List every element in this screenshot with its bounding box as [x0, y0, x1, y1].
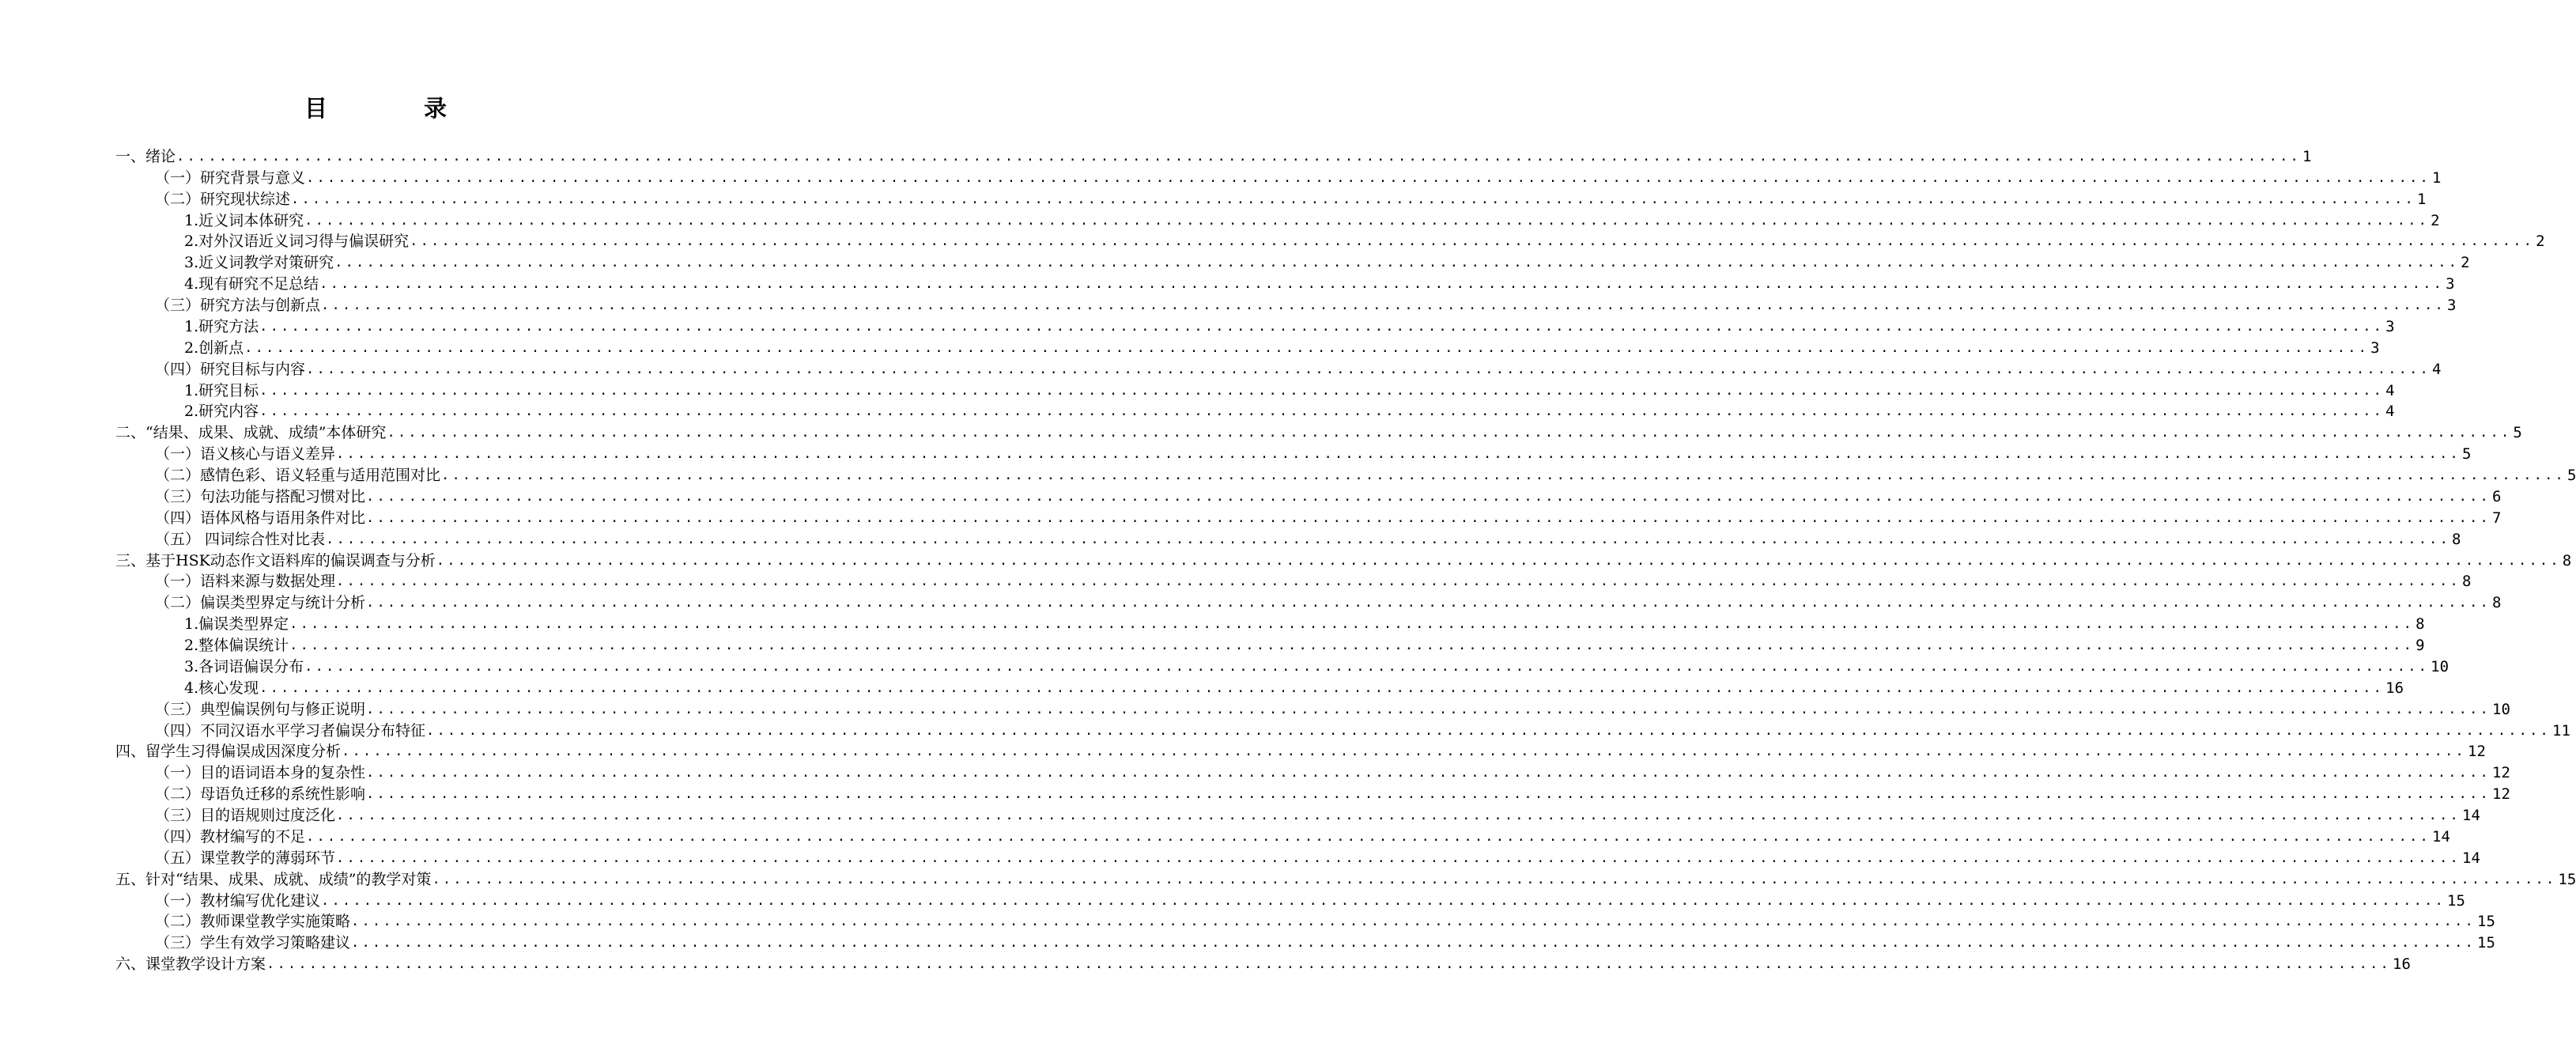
toc-entry-label: 1.偏误类型界定 — [184, 615, 289, 634]
toc-page-number: 4 — [2385, 381, 2395, 399]
toc-leader-dots: ........................................................................................................................................................................................................ — [410, 233, 2535, 250]
toc-leader-dots: ........................................................................................................................................................................................................ — [336, 849, 2461, 866]
toc-entry[interactable] — [115, 719, 2570, 740]
toc-leader-dots: ........................................................................................................................................................................................................ — [426, 722, 2551, 739]
toc-entry-label: （四）不同汉语水平学习者偏误分布特征 — [155, 721, 426, 740]
toc-entry[interactable] — [115, 549, 2572, 570]
toc-entry[interactable] — [115, 676, 2404, 698]
toc-entry[interactable] — [115, 740, 2486, 762]
toc-leader-dots: ........................................................................................................................................................................................................ — [321, 892, 2446, 909]
toc-page-number: 1 — [2302, 147, 2312, 165]
toc-leader-dots: ........................................................................................................................................................................................................ — [306, 361, 2431, 377]
toc-leader-dots: ........................................................................................................................................................................................................ — [304, 212, 2430, 229]
toc-entry-label: 1.研究方法 — [184, 317, 259, 335]
toc-entry[interactable] — [115, 528, 2461, 549]
toc-entry[interactable] — [115, 272, 2455, 293]
toc-entry[interactable] — [115, 442, 2472, 463]
toc-leader-dots: ........................................................................................................................................................................................................ — [244, 339, 2370, 356]
table-of-contents — [115, 145, 2576, 974]
toc-leader-dots: ........................................................................................................................................................................................................ — [306, 169, 2431, 186]
toc-entry[interactable] — [115, 315, 2395, 336]
toc-entry[interactable] — [115, 379, 2395, 400]
toc-page-number: 8 — [2415, 615, 2425, 634]
toc-entry[interactable] — [115, 782, 2510, 804]
toc-entry-label: （一）语义核心与语义差异 — [155, 445, 336, 463]
toc-entry[interactable] — [115, 187, 2427, 209]
toc-leader-dots: ........................................................................................................................................................................................................ — [289, 616, 2415, 633]
toc-page-number: 16 — [2385, 679, 2404, 697]
toc-page-number: 15 — [2558, 870, 2576, 888]
toc-entry-label: （二）研究现状综述 — [155, 190, 291, 208]
toc-entry[interactable] — [115, 209, 2440, 230]
toc-page-number: 8 — [2492, 594, 2502, 612]
toc-entry-label: 2.研究内容 — [184, 403, 259, 421]
toc-entry-label: 四、留学生习得偏误成因深度分析 — [115, 743, 342, 761]
toc-page-number: 5 — [2462, 445, 2472, 463]
toc-page-number: 15 — [2477, 913, 2495, 931]
toc-leader-dots: ........................................................................................................................................................................................................ — [306, 828, 2431, 845]
toc-entry-label: （三）学生有效学习策略建议 — [155, 934, 351, 952]
toc-entry-label: （四）教材编写的不足 — [155, 827, 306, 845]
toc-leader-dots: ........................................................................................................................................................................................................ — [321, 297, 2446, 313]
toc-entry[interactable] — [115, 400, 2395, 422]
toc-entry-label: （一）教材编写优化建议 — [155, 891, 321, 910]
toc-leader-dots: ........................................................................................................................................................................................................ — [366, 786, 2491, 803]
toc-leader-dots: ........................................................................................................................................................................................................ — [176, 148, 2301, 165]
toc-entry-label: （三）目的语规则过度泛化 — [155, 807, 336, 824]
toc-page-number: 1 — [2432, 168, 2442, 187]
toc-leader-dots: ........................................................................................................................................................................................................ — [336, 446, 2461, 463]
toc-page-number: 6 — [2492, 487, 2502, 505]
toc-entry[interactable] — [115, 931, 2495, 952]
toc-leader-dots: ........................................................................................................................................................................................................ — [326, 531, 2451, 547]
toc-page-number: 14 — [2462, 807, 2480, 824]
toc-page-number: 4 — [2432, 360, 2442, 378]
toc-entry[interactable] — [115, 166, 2442, 187]
toc-entry[interactable] — [115, 612, 2425, 634]
toc-entry[interactable] — [115, 698, 2510, 719]
toc-leader-dots: ........................................................................................................................................................................................................ — [366, 701, 2491, 717]
toc-entry[interactable] — [115, 846, 2480, 868]
toc-entry[interactable] — [115, 421, 2522, 442]
toc-page-number: 7 — [2492, 509, 2502, 527]
toc-page-number: 8 — [2562, 551, 2572, 569]
toc-entry[interactable] — [115, 570, 2472, 592]
toc-leader-dots: ........................................................................................................................................................................................................ — [387, 425, 2512, 441]
toc-page-number: 2 — [2431, 211, 2440, 229]
toc-leader-dots: ........................................................................................................................................................................................................ — [336, 808, 2461, 823]
toc-entry-label: （四）研究目标与内容 — [155, 360, 306, 378]
toc-leader-dots: ........................................................................................................................................................................................................ — [366, 595, 2491, 611]
toc-entry[interactable] — [115, 485, 2502, 506]
toc-leader-dots: ........................................................................................................................................................................................................ — [342, 743, 2466, 760]
toc-entry-label: 4.现有研究不足总结 — [184, 275, 319, 293]
toc-entry[interactable] — [115, 591, 2502, 612]
toc-leader-dots: ........................................................................................................................................................................................................ — [366, 765, 2491, 781]
toc-entry[interactable] — [115, 804, 2480, 825]
toc-page-number: 15 — [2447, 891, 2465, 910]
toc-entry-label: （二）母语负迁移的系统性影响 — [155, 785, 366, 804]
toc-leader-dots: ........................................................................................................................................................................................................ — [259, 679, 2385, 696]
toc-entry-label: 4.核心发现 — [184, 679, 259, 697]
toc-entry[interactable] — [115, 230, 2545, 252]
toc-page-number: 12 — [2492, 764, 2510, 782]
toc-page-number: 15 — [2477, 934, 2495, 952]
toc-page-number: 9 — [2415, 637, 2425, 654]
toc-entry[interactable] — [115, 506, 2502, 528]
toc-entry[interactable] — [115, 655, 2449, 676]
toc-page-number: 14 — [2432, 827, 2450, 845]
toc-page-number: 3 — [2385, 317, 2395, 335]
toc-leader-dots: ........................................................................................................................................................................................................ — [351, 914, 2476, 930]
toc-entry-label: 2.整体偏误统计 — [184, 637, 289, 654]
toc-entry-label: 1.近义词本体研究 — [184, 211, 304, 229]
toc-leader-dots: ........................................................................................................................................................................................................ — [319, 276, 2445, 293]
toc-page-number: 3 — [2370, 339, 2380, 357]
toc-entry-label: 2.对外汉语近义词习得与偏误研究 — [184, 233, 410, 251]
toc-entry[interactable] — [115, 761, 2510, 782]
toc-leader-dots: ........................................................................................................................................................................................................ — [291, 191, 2415, 207]
toc-entry-label: （二）偏误类型界定与统计分析 — [155, 594, 366, 612]
toc-entry-label: （四）语体风格与语用条件对比 — [155, 509, 366, 527]
toc-entry[interactable] — [115, 825, 2450, 846]
toc-leader-dots: ........................................................................................................................................................................................................ — [259, 382, 2385, 399]
toc-entry[interactable] — [115, 251, 2470, 272]
toc-entry-label: 二、“结果、成果、成就、成绩”本体研究 — [115, 424, 387, 442]
toc-page-number: 12 — [2492, 785, 2510, 804]
toc-page-number: 10 — [2492, 700, 2510, 718]
toc-entry-label: 三、基于HSK动态作文语料库的偏误调查与分析 — [115, 551, 436, 569]
toc-page-number: 11 — [2552, 721, 2570, 740]
toc-page-number: 16 — [2393, 955, 2411, 974]
toc-page-number: 2 — [2536, 233, 2545, 251]
toc-page-number: 1 — [2417, 190, 2427, 208]
toc-entry[interactable] — [115, 463, 2576, 485]
toc-entry-label: 五、针对“结果、成果、成就、成绩”的教学对策 — [115, 870, 432, 888]
toc-entry-label: （一）目的语词语本身的复杂性 — [155, 764, 366, 782]
toc-entry[interactable] — [115, 868, 2576, 889]
toc-entry-label: 3.各词语偏误分布 — [184, 657, 304, 675]
toc-entry-label: （二）感情色彩、语义轻重与适用范围对比 — [155, 467, 441, 484]
toc-entry[interactable] — [115, 910, 2495, 932]
toc-page-number: 8 — [2452, 530, 2461, 548]
toc-entry[interactable] — [115, 145, 2312, 166]
toc-page-number: 3 — [2446, 275, 2455, 293]
toc-leader-dots: ........................................................................................................................................................................................................ — [259, 403, 2385, 420]
toc-entry-label: （三）典型偏误例句与修正说明 — [155, 700, 366, 718]
toc-leader-dots: ........................................................................................................................................................................................................ — [259, 318, 2385, 335]
toc-leader-dots: ........................................................................................................................................................................................................ — [266, 956, 2391, 973]
toc-entry[interactable] — [115, 952, 2411, 974]
toc-entry[interactable] — [115, 634, 2425, 655]
toc-page-number: 10 — [2431, 657, 2449, 675]
toc-page-number: 14 — [2462, 849, 2480, 867]
toc-entry-label: 一、绪论 — [115, 147, 176, 165]
toc-entry-label: 六、课堂教学设计方案 — [115, 955, 266, 974]
toc-page-number: 5 — [2513, 424, 2522, 442]
toc-entry-label: （三）研究方法与创新点 — [155, 297, 321, 314]
page-title: 目 录 — [304, 95, 492, 122]
toc-page-number: 2 — [2461, 254, 2470, 272]
toc-leader-dots: ........................................................................................................................................................................................................ — [334, 255, 2460, 271]
toc-page-number: 3 — [2447, 297, 2457, 314]
toc-entry-label: 1.研究目标 — [184, 381, 259, 399]
toc-page-number: 4 — [2385, 403, 2395, 421]
toc-entry[interactable] — [115, 889, 2465, 910]
toc-entry-label: （二）教师课堂教学实施策略 — [155, 913, 351, 931]
toc-page-number: 5 — [2567, 467, 2576, 484]
toc-leader-dots: ........................................................................................................................................................................................................ — [366, 509, 2491, 526]
toc-leader-dots: ........................................................................................................................................................................................................ — [351, 935, 2476, 951]
toc-entry-label: 3.近义词教学对策研究 — [184, 254, 334, 272]
toc-leader-dots: ........................................................................................................................................................................................................ — [441, 467, 2566, 483]
toc-entry-label: （五） 四词综合性对比表 — [155, 530, 326, 548]
toc-page-number: 12 — [2468, 743, 2486, 761]
toc-leader-dots: ........................................................................................................................................................................................................ — [366, 488, 2491, 505]
toc-entry[interactable] — [115, 336, 2380, 357]
toc-page-number: 8 — [2462, 573, 2472, 591]
toc-leader-dots: ........................................................................................................................................................................................................ — [336, 573, 2461, 590]
toc-leader-dots: ........................................................................................................................................................................................................ — [432, 871, 2557, 887]
toc-leader-dots: ........................................................................................................................................................................................................ — [304, 658, 2430, 675]
toc-entry[interactable] — [115, 293, 2457, 315]
toc-entry-label: （五）课堂教学的薄弱环节 — [155, 849, 336, 867]
toc-leader-dots: ........................................................................................................................................................................................................ — [289, 637, 2415, 653]
toc-entry-label: （三）句法功能与搭配习惯对比 — [155, 487, 366, 505]
toc-entry-label: 2.创新点 — [184, 339, 244, 357]
toc-entry[interactable] — [115, 357, 2442, 379]
toc-entry-label: （一）语料来源与数据处理 — [155, 573, 336, 591]
toc-leader-dots: ........................................................................................................................................................................................................ — [436, 552, 2561, 569]
toc-entry-label: （一）研究背景与意义 — [155, 168, 306, 187]
